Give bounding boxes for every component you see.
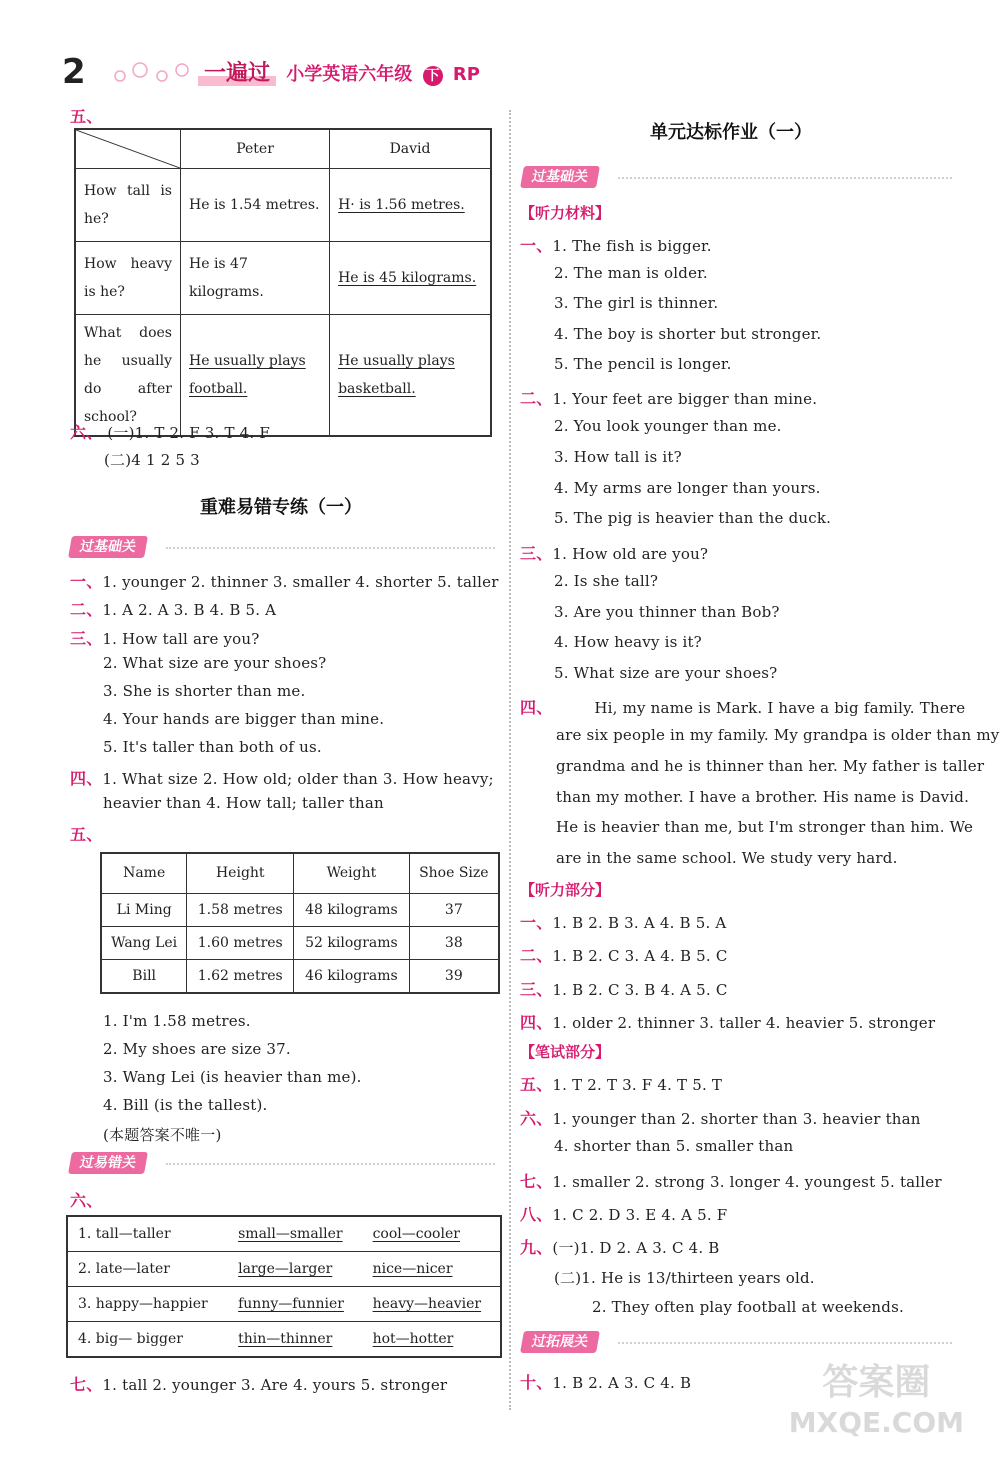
right-a8: 八、1. C 2. D 3. E 4. A 5. F — [520, 1205, 728, 1224]
question-cell: How heavy is he? — [75, 242, 181, 315]
answer-cell: He is 47 kilograms. — [181, 242, 330, 315]
table-cell: 46 kilograms — [294, 959, 409, 993]
diagonal-header-cell — [75, 129, 181, 169]
left-q3-item: 4. Your hands are bigger than mine. — [103, 710, 385, 728]
left-q5-answer: 3. Wang Lei (is heavier than me). — [103, 1068, 362, 1086]
table-cell: Wang Lei — [101, 926, 187, 959]
table-cell: Bill — [101, 959, 187, 993]
table-cell: hot—hotter — [363, 1322, 501, 1358]
table-cell: 1.58 metres — [187, 893, 294, 926]
right-r2-item: 3. How tall is it? — [554, 448, 682, 466]
right-a7: 七、1. smaller 2. strong 3. longer 4. youngest 5. taller — [520, 1172, 942, 1191]
left-q3-item: 2. What size are your shoes? — [103, 654, 327, 672]
question-cell: How tall is he? — [75, 169, 181, 242]
bracket-written: 【笔试部分】 — [520, 1043, 611, 1061]
left-q3: 三、1. How tall are you? — [70, 629, 260, 648]
left-q5-answer: 2. My shoes are size 37. — [103, 1040, 291, 1058]
left-section-5-label: 五、 — [70, 107, 103, 126]
right-a9: 九、(一)1. D 2. A 3. C 4. B — [520, 1238, 720, 1257]
right-r1-item: 4. The boy is shorter but stronger. — [554, 325, 822, 343]
banner-error-prone: 过易错关 — [70, 1152, 495, 1176]
right-r1-item: 2. The man is older. — [554, 264, 708, 282]
answer-cell: He usually plays basketball. — [330, 315, 491, 437]
table-cell: 3. happy—happier — [67, 1287, 228, 1322]
right-r4: 四、 Hi, my name is Mark. I have a big family. There — [520, 698, 966, 717]
table-cell: 2. late—later — [67, 1252, 228, 1287]
left-q2: 二、1. A 2. A 3. B 4. B 5. A — [70, 600, 277, 619]
table-cell: large—larger — [228, 1252, 362, 1287]
comparison-table — [74, 128, 492, 437]
table-cell: 4. big— bigger — [67, 1322, 228, 1358]
right-r3-item: 4. How heavy is it? — [554, 633, 702, 651]
word-forms-table — [66, 1215, 502, 1358]
right-a6-line2: 4. shorter than 5. smaller than — [554, 1137, 794, 1155]
left-q4-line2: heavier than 4. How tall; taller than — [103, 794, 384, 812]
watermark: 答案圈 MXQE.COM — [788, 1362, 964, 1439]
page-number: 2 — [62, 52, 86, 92]
right-a5: 五、1. T 2. T 3. F 4. T 5. T — [520, 1075, 723, 1094]
right-r3-item: 2. Is she tall? — [554, 572, 659, 590]
left-section-6-part2: (二)4 1 2 5 3 — [104, 451, 200, 469]
left-q6-label: 六、 — [70, 1191, 103, 1210]
right-a3: 三、1. B 2. C 3. B 4. A 5. C — [520, 980, 728, 999]
left-section-6: 六、 (一)1. T 2. F 3. T 4. F — [70, 423, 270, 442]
left-q3-item: 3. She is shorter than me. — [103, 682, 306, 700]
right-r2: 二、1. Your feet are bigger than mine. — [520, 389, 818, 408]
right-a4: 四、1. older 2. thinner 3. taller 4. heavier 5. stronger — [520, 1013, 936, 1032]
right-a1: 一、1. B 2. B 3. A 4. B 5. A — [520, 913, 727, 932]
edition-label: RP — [452, 64, 480, 85]
subject-title: 小学英语六年级 — [286, 64, 413, 85]
page-header — [198, 56, 480, 87]
student-table — [100, 852, 500, 994]
table-cell: 1.62 metres — [187, 959, 294, 993]
left-q5-label: 五、 — [70, 825, 103, 844]
right-r2-item: 5. The pig is heavier than the duck. — [554, 509, 832, 527]
right-r4-line: are six people in my family. My grandpa is older than my — [556, 726, 1000, 744]
header-peter: Peter — [181, 129, 330, 169]
table-cell: cool—cooler — [363, 1216, 501, 1252]
right-a9-line3: 2. They often play football at weekends. — [592, 1298, 904, 1316]
bracket-listening: 【听力部分】 — [520, 881, 611, 899]
table-cell: 48 kilograms — [294, 893, 409, 926]
section-title-practice: 重难易错专练（一） — [200, 497, 362, 518]
section-title-unit: 单元达标作业（一） — [650, 122, 812, 143]
table-cell: 38 — [409, 926, 499, 959]
header-decoration — [110, 58, 200, 88]
right-r2-item: 2. You look younger than me. — [554, 417, 782, 435]
right-r4-line: He is heavier than me, but I'm stronger than him. We — [556, 818, 974, 836]
table-cell: 39 — [409, 959, 499, 993]
left-q5-note: (本题答案不唯一) — [103, 1126, 222, 1144]
right-r3-item: 5. What size are your shoes? — [554, 664, 778, 682]
right-a10: 十、1. B 2. A 3. C 4. B — [520, 1373, 692, 1392]
table-cell: small—smaller — [228, 1216, 362, 1252]
answer-cell: He is 45 kilograms. — [330, 242, 491, 315]
right-r1-item: 3. The girl is thinner. — [554, 294, 719, 312]
header-weight: Weight — [294, 853, 409, 893]
brand-logo: 一遍过 — [198, 61, 276, 86]
banner-extension: 过拓展关 — [522, 1331, 952, 1355]
column-divider — [509, 110, 511, 1410]
answer-cell: He usually plays football. — [181, 315, 330, 437]
table-cell: 37 — [409, 893, 499, 926]
left-q5-answer: 1. I'm 1.58 metres. — [103, 1012, 251, 1030]
table-cell: heavy—heavier — [363, 1287, 501, 1322]
bracket-listening-material: 【听力材料】 — [520, 204, 611, 222]
right-a6: 六、1. younger than 2. shorter than 3. heavier than — [520, 1109, 921, 1128]
table-cell: thin—thinner — [228, 1322, 362, 1358]
header-height: Height — [187, 853, 294, 893]
header-david: David — [330, 129, 491, 169]
table-cell: funny—funnier — [228, 1287, 362, 1322]
left-q3-item: 5. It's taller than both of us. — [103, 738, 322, 756]
table-cell: 52 kilograms — [294, 926, 409, 959]
left-q7: 七、1. tall 2. younger 3. Are 4. yours 5. stronger — [70, 1375, 448, 1394]
right-a2: 二、1. B 2. C 3. A 4. B 5. C — [520, 946, 728, 965]
right-r4-line: are in the same school. We study very hard. — [556, 849, 898, 867]
right-r1: 一、1. The fish is bigger. — [520, 236, 712, 255]
right-a9-line2: (二)1. He is 13/thirteen years old. — [554, 1269, 815, 1287]
left-q5-answer: 4. Bill (is the tallest). — [103, 1096, 268, 1114]
right-r4-line: grandma and he is thinner than her. My father is taller — [556, 757, 985, 775]
volume-badge: 下 — [423, 66, 443, 86]
right-r4-line: than my mother. I have a brother. His name is David. — [556, 788, 970, 806]
table-cell: Li Ming — [101, 893, 187, 926]
header-name: Name — [101, 853, 187, 893]
banner-basic-right: 过基础关 — [522, 166, 952, 190]
right-r2-item: 4. My arms are longer than yours. — [554, 479, 821, 497]
table-cell: 1. tall—taller — [67, 1216, 228, 1252]
left-q1: 一、1. younger 2. thinner 3. smaller 4. shorter 5. taller — [70, 572, 499, 591]
table-cell: 1.60 metres — [187, 926, 294, 959]
question-cell: What does he usually do after school? — [75, 315, 181, 437]
answer-cell: H· is 1.56 metres. — [330, 169, 491, 242]
right-r1-item: 5. The pencil is longer. — [554, 355, 732, 373]
answer-cell: He is 1.54 metres. — [181, 169, 330, 242]
header-shoe-size: Shoe Size — [409, 853, 499, 893]
banner-basic: 过基础关 — [70, 536, 495, 560]
right-r3: 三、1. How old are you? — [520, 544, 709, 563]
left-q4: 四、1. What size 2. How old; older than 3. How heavy; — [70, 769, 494, 788]
right-r3-item: 3. Are you thinner than Bob? — [554, 603, 780, 621]
table-cell: nice—nicer — [363, 1252, 501, 1287]
